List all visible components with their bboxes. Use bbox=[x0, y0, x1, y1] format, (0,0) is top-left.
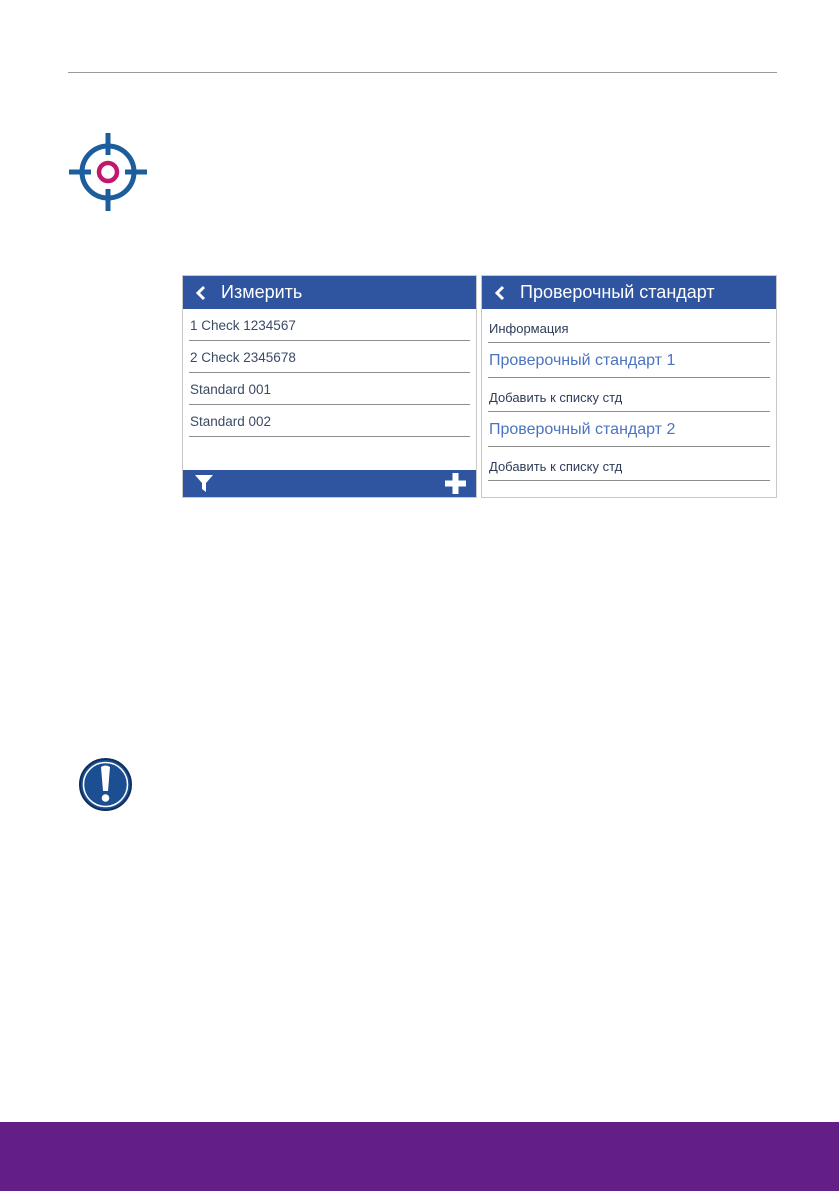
list-item[interactable] bbox=[189, 341, 470, 373]
measure-screen bbox=[182, 275, 477, 498]
check-standard-list bbox=[488, 309, 770, 481]
exclamation-icon bbox=[78, 757, 133, 812]
list-item-label: Standard 001 bbox=[190, 382, 272, 397]
chevron-left-icon[interactable] bbox=[187, 276, 215, 309]
add-to-list-item[interactable] bbox=[488, 378, 770, 412]
chevron-left-icon[interactable] bbox=[486, 276, 514, 309]
measure-list bbox=[189, 309, 470, 437]
standard-name: Проверочный стандарт 1 bbox=[489, 352, 676, 369]
add-to-list-label: Добавить к списку стд bbox=[489, 390, 623, 405]
plus-icon[interactable] bbox=[445, 473, 466, 494]
filter-icon[interactable] bbox=[195, 475, 213, 492]
info-item[interactable] bbox=[488, 309, 770, 343]
check-standard-header bbox=[482, 276, 776, 309]
add-to-list-label: Добавить к списку стд bbox=[489, 459, 623, 474]
check-standard-screen bbox=[481, 275, 777, 498]
check-standard-title: Проверочный стандарт bbox=[520, 282, 715, 302]
header-rule bbox=[68, 72, 777, 73]
target-icon bbox=[67, 131, 149, 213]
list-item[interactable] bbox=[189, 309, 470, 341]
standard-name: Проверочный стандарт 2 bbox=[489, 421, 676, 438]
standard-item[interactable] bbox=[488, 412, 770, 447]
measure-header bbox=[183, 276, 476, 309]
measure-footer bbox=[183, 470, 476, 497]
list-item[interactable] bbox=[189, 405, 470, 437]
info-label: Информация bbox=[489, 321, 569, 336]
add-to-list-item[interactable] bbox=[488, 447, 770, 481]
list-item-label: Standard 002 bbox=[190, 414, 272, 429]
standard-item[interactable] bbox=[488, 343, 770, 378]
list-item-label: 1 Check 1234567 bbox=[190, 318, 296, 333]
list-item-label: 2 Check 2345678 bbox=[190, 350, 296, 365]
measure-title: Измерить bbox=[221, 282, 303, 302]
footer-band bbox=[0, 1122, 839, 1191]
list-item[interactable] bbox=[189, 373, 470, 405]
